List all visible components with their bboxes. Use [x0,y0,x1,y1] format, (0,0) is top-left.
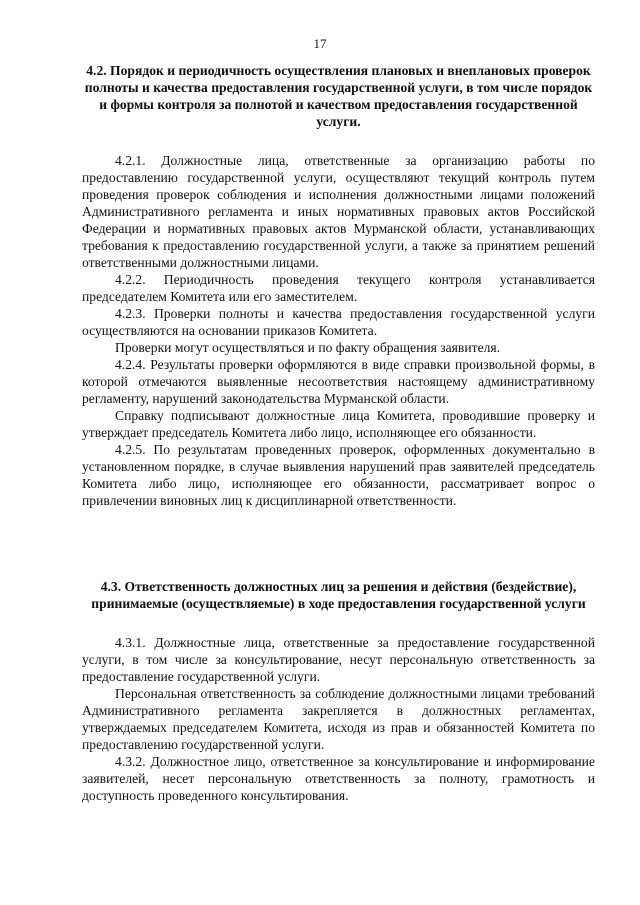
section-4-2-heading: 4.2. Порядок и периодичность осуществления плановых и внеплановых проверок полноты и качества предоставления государственной услуги, в том числе порядок и формы контроля за полнотой и качеством предоставления государственной услуги. [84,63,593,129]
paragraph-4-2-4-note: Справку подписывают должностные лица Комитета, проводившие проверку и утверждает председатель Комитета либо лицо, исполняющее его обязанности. [82,408,595,440]
paragraph-4-2-1: 4.2.1. Должностные лица, ответственные за организацию работы по предоставлению государственной услуги, осуществляют текущий контроль путем проведения проверок соблюдения и исполнения должностными лицами положений Административного регламента и иных нормативных правовых актов Российской Федерации и нормативных правовых актов Мурманской области, устанавливающих требования к предоставлению государственной услуги, а также за принятием решений ответственными должностными лицами. [82,153,595,270]
paragraph-4-2-5: 4.2.5. По результатам проведенных проверок, оформленных документально в установленном порядке, в случае выявления нарушений прав заявителей председатель Комитета либо лицо, исполняющее его обязанности, рассматривает вопрос о привлечении виновных лиц к дисциплинарной ответственности. [82,442,595,508]
section-4-3 [82,578,595,804]
paragraph-4-3-2: 4.3.2. Должностное лицо, ответственное за консультирование и информирование заявителей, несет персональную ответственность за полноту, грамотность и доступность проведенного консультирования. [82,754,595,803]
paragraph-4-2-3: 4.2.3. Проверки полноты и качества предоставления государственной услуги осуществляются на основании приказов Комитета. [82,306,595,338]
paragraph-4-2-4: 4.2.4. Результаты проверки оформляются в виде справки произвольной формы, в которой отмечаются выявленные несоответствия настоящему административному регламенту, нарушений законодательства Мурманской области. [82,357,595,406]
page-number: 17 [313,36,327,51]
paragraph-4-3-1-note: Персональная ответственность за соблюдение должностными лицами требований Административного регламента закрепляется в должностных регламентах, утверждаемых председателем Комитета, исходя из прав и обязанностей Комитета по предоставлению государственной услуги. [82,686,595,752]
paragraph-4-3-1: 4.3.1. Должностные лица, ответственные за предоставление государственной услуги, в том числе за консультирование, несут персональную ответственность за предоставление государственной услуги. [82,635,595,684]
paragraph-4-2-2: 4.2.2. Периодичность проведения текущего контроля устанавливается председателем Комитета или его заместителем. [82,272,595,304]
paragraph-4-2-3-note: Проверки могут осуществляться и по факту обращения заявителя. [115,340,501,355]
section-4-3-heading: 4.3. Ответственность должностных лиц за решения и действия (бездействие), принимаемые (осуществляемые) в ходе предоставления государственной услуги [91,579,586,611]
section-4-2 [82,62,595,509]
